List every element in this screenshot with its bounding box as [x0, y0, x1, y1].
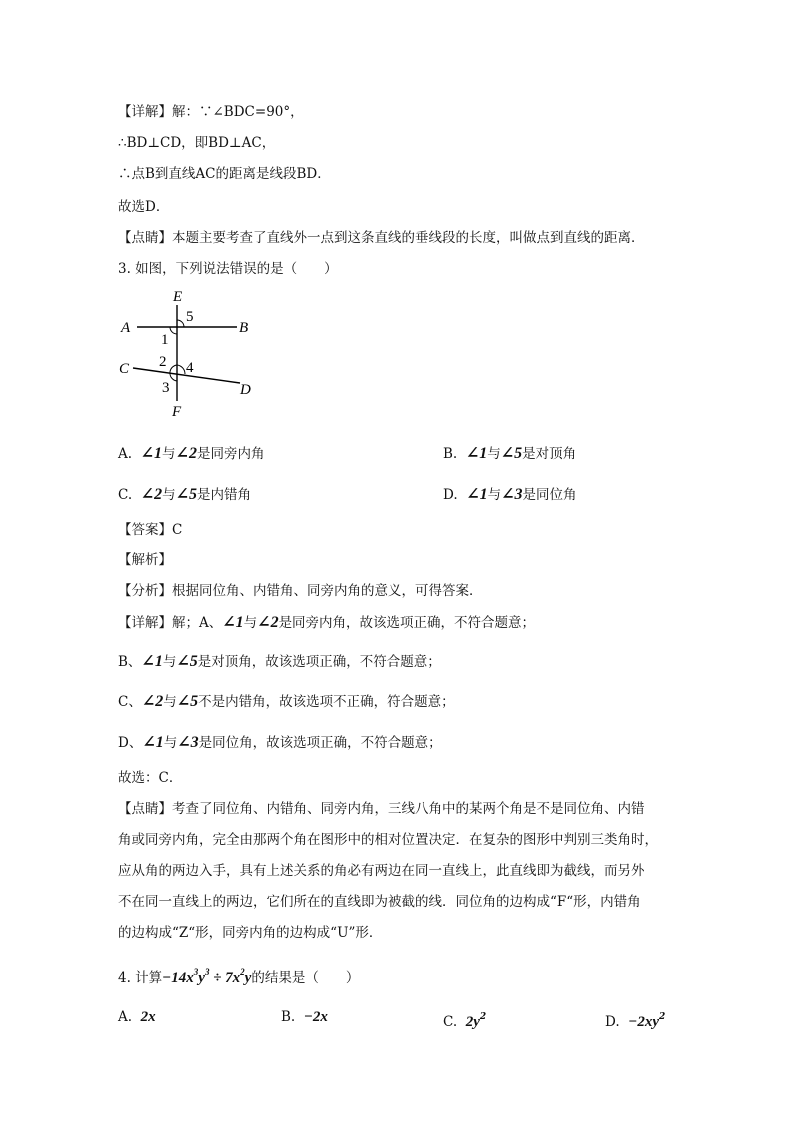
arc-1 — [170, 327, 177, 334]
detail-line-1: 【详解】解：∵∠BDC=90°， — [118, 104, 304, 120]
angle-label-1: 1 — [161, 332, 169, 348]
q3-detail-d: D、∠1与∠3是同位角，故该选项正确，不符合题意； — [118, 734, 442, 751]
q4-expression: $-14x^3y^3 \div 7x^2y$ — [162, 967, 252, 986]
q3-detail-a: 【详解】解；A、∠1与∠2是同旁内角，故该选项正确，不符合题意； — [118, 614, 536, 631]
arc-5 — [177, 320, 184, 327]
q3-analysis: 【分析】根据同位角、内错角、同旁内角的意义，可得答案． — [118, 583, 483, 599]
q3-analysis-head: 【解析】 — [118, 552, 172, 568]
q3-comment-line-1: 【点睛】考查了同位角、内错角、同旁内角，三线八角中的某两个角是不是同位角、内错 — [118, 801, 645, 817]
q3-option-a[interactable]: A. ∠1与∠2是同旁内角 — [118, 445, 265, 462]
detail-line-3: ∴点B到直线AC的距离是线段BD． — [118, 166, 331, 182]
q3-comment-line-5: 的边构成“Z“形，同旁内角的边构成“U”形． — [118, 925, 383, 941]
q3-answer: 【答案】C — [118, 522, 183, 538]
angle-label-5: 5 — [186, 309, 194, 325]
angle-label-3: 3 — [162, 380, 170, 396]
q3-comment-line-2: 角或同旁内角，完全由那两个角在图形中的相对位置决定．在复杂的图形中判别三类角时， — [118, 832, 658, 848]
q4-option-a[interactable]: A. 2x — [118, 1009, 156, 1025]
q3-detail-c: C、∠2与∠5不是内错角，故该选项不正确，符合题意； — [118, 693, 455, 710]
comment-prev: 【点睛】本题主要考查了直线外一点到这条直线的垂线段的长度，叫做点到直线的距离． — [118, 230, 645, 246]
detail-line-2: ∴BD⊥CD，即BD⊥AC， — [118, 135, 276, 151]
label-e: E — [173, 289, 183, 305]
label-f: F — [172, 404, 182, 420]
choose-line-prev: 故选D． — [118, 199, 170, 215]
q4-option-c[interactable]: C. $2y^2$ — [443, 1012, 487, 1030]
q4-stem: 4. 计算$-14x^3y^3 \div 7x^2y$的结果是（ ） — [118, 967, 360, 986]
label-b: B — [239, 320, 249, 336]
angle-label-2: 2 — [159, 354, 167, 370]
q4-option-d[interactable]: D. $-2xy^2$ — [605, 1012, 666, 1030]
q3-detail-b: B、∠1与∠5是对顶角，故该选项正确，不符合题意； — [118, 653, 441, 670]
label-d: D — [240, 382, 251, 398]
angle-figure — [115, 285, 275, 420]
q3-choose: 故选：C． — [118, 770, 183, 786]
angle-label-4: 4 — [186, 360, 194, 376]
q3-option-b[interactable]: B. ∠1与∠5是对顶角 — [443, 445, 577, 462]
q4-option-b[interactable]: B. −2x — [281, 1009, 328, 1025]
q3-comment-line-4: 不在同一直线上的两边，它们所在的直线即为被截的线．同位角的边构成“F“形，内错角 — [118, 894, 641, 910]
label-a: A — [121, 320, 131, 336]
q3-stem: 3. 如图，下列说法错误的是（ ） — [118, 261, 338, 277]
arc-2 — [170, 365, 177, 372]
arc-4 — [177, 365, 185, 374]
q3-option-d[interactable]: D. ∠1与∠3是同位角 — [443, 486, 577, 503]
q3-option-c[interactable]: C. ∠2与∠5是内错角 — [118, 486, 252, 503]
label-c: C — [119, 361, 130, 377]
q3-comment-line-3: 应从角的两边入手，具有上述关系的角必有两边在同一直线上，此直线即为截线，而另外 — [118, 863, 645, 879]
